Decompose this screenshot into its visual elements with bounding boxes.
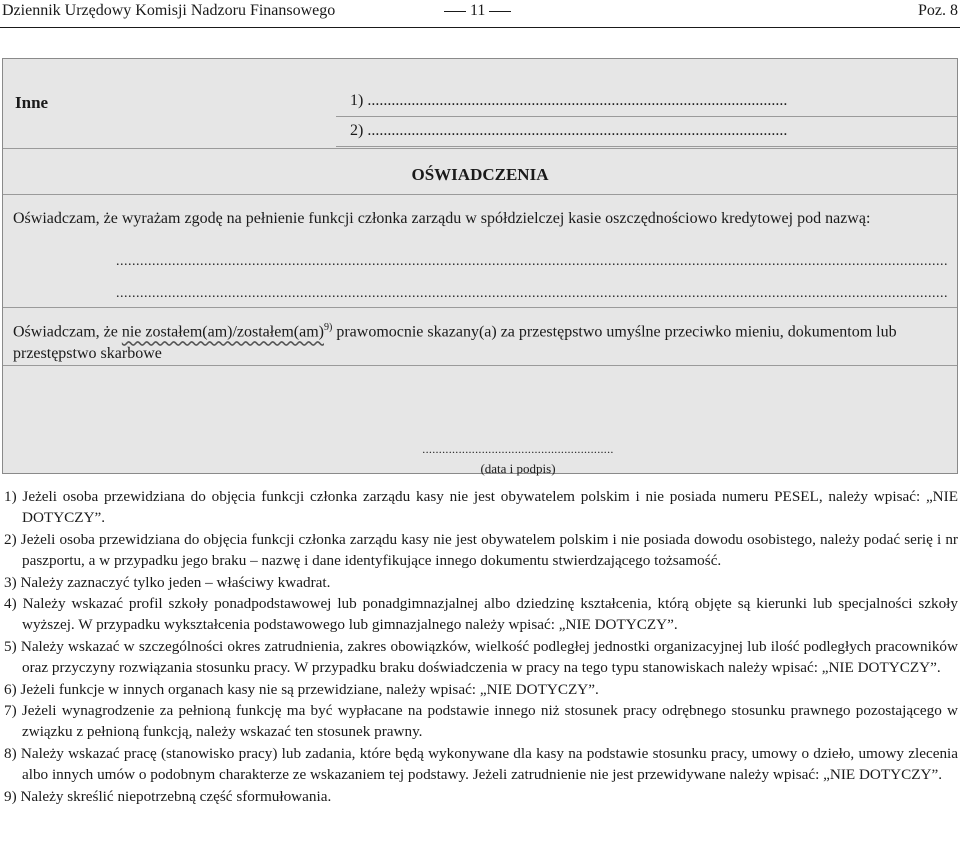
conviction-prefix: Oświadczam, że — [13, 323, 122, 341]
signature-label: (data i podpis) — [480, 461, 556, 476]
page-number — [440, 0, 515, 22]
footnote-ref: 9) — [323, 322, 333, 333]
consent-declaration: Oświadczam, że wyrażam zgodę na pełnienie funkcji członka zarządu w spółdzielczej kasie oszczędnościowo kredytowej pod nazwą: — [13, 210, 871, 227]
title-divider — [3, 194, 957, 195]
form-box — [2, 58, 958, 474]
dash-right — [489, 11, 511, 12]
footnote-3: 3) Należy zaznaczyć tylko jeden – właściwy kwadrat. — [4, 573, 331, 591]
inne-field-1[interactable]: 1) ......................................................................................................... — [336, 87, 957, 117]
footnote-9: 9) Należy skreślić niepotrzebną część sformułowania. — [4, 787, 332, 805]
running-header — [0, 0, 960, 26]
page-number-value: 11 — [470, 2, 486, 19]
footnote-2: 2) Jeżeli osoba przewidziana do objęcia funkcji członka zarządu kasy nie jest obywatelem polskim i nie posiada dowodu osobistego, należy podać serię i nr paszportu, a w przypadku jego braku – nazwę i dane identyfikujące innego dokumentu stwierdzającego tożsamość. — [4, 530, 958, 570]
section-title: OŚWIADCZENIA — [411, 165, 549, 184]
footnote-6: 6) Jeżeli funkcje w innych organach kasy nie są przewidziane, należy wpisać: „NIE DOTYCZY”. — [4, 680, 599, 698]
conviction-declaration — [13, 317, 948, 365]
footnote-7: 7) Jeżeli wynagrodzenie za pełnioną funkcję ma być wypłacane na podstawie innego niż stosunek pracy odrębnego stosunku prawnego pozostającego w związku z pełnioną funkcją, należy wskazać ten stosunek prawny. — [4, 702, 958, 741]
name-field-line-2[interactable]: ................................................................................................................................................................................................................ — [116, 287, 948, 301]
section-divider — [3, 148, 957, 149]
inne-fields — [336, 87, 957, 147]
journal-title: Dziennik Urzędowy Komisji Nadzoru Finansowego — [2, 2, 336, 19]
footnote-4: 4) Należy wskazać profil szkoły ponadpodstawowej lub ponadgimnazjalnej albo dziedzinę kształcenia, którą objęte są kierunki lub specjalności szkoły wyższej. W przypadku wykształcenia podstawowego lub gimnazjalnego należy wpisać: „NIE DOTYCZY”. — [4, 595, 958, 634]
inne-field-2[interactable]: 2) ......................................................................................................... — [336, 117, 957, 147]
position-number: Poz. 8 — [918, 2, 958, 19]
footnotes — [4, 486, 958, 807]
dash-left — [444, 11, 466, 12]
footnote-8: 8) Należy wskazać pracę (stanowisko pracy) lub zadania, które będą wykonywane dla kasy na podstawie stosunku pracy, umowy o dzieło, umowy zlecenia albo innych umów o podobnym charakterze ze wskazaniem tej podstawy. Jeżeli zatrudnienie nie jest przewidywane należy wpisać: „NIE DOTYCZY”. — [4, 744, 958, 784]
declaration-divider — [3, 307, 957, 308]
conviction-option[interactable]: nie zostałem(am)/zostałem(am) — [121, 323, 324, 341]
inne-label: Inne — [15, 93, 49, 112]
conviction-suffix: prawomocnie skazany(a) za przestępstwo umyślne przeciwko mieniu, dokumentom lub przestępstwo skarbowe — [13, 323, 897, 363]
header-rule — [0, 27, 960, 28]
signature-divider — [3, 365, 957, 366]
signature-block — [403, 439, 633, 479]
footnote-1: 1) Jeżeli osoba przewidziana do objęcia funkcji członka zarządu kasy nie jest obywatelem polskim i nie posiada numeru PESEL, należy wpisać: „NIE DOTYCZY”. — [4, 488, 958, 527]
footnote-5: 5) Należy wskazać w szczególności okres zatrudnienia, zakres obowiązków, wielkość podległej jednostki organizacyjnej lub ilość podległych pracowników oraz przyczyny rozwiązania stosunku pracy. W przypadku braku doświadczenia w pracy na tego typu stanowiskach należy wpisać: „NIE DOTYCZY”. — [4, 637, 958, 677]
name-field-line-1[interactable]: ................................................................................................................................................................................................................ — [116, 255, 948, 269]
signature-field[interactable]: .......................................................... — [422, 442, 614, 456]
